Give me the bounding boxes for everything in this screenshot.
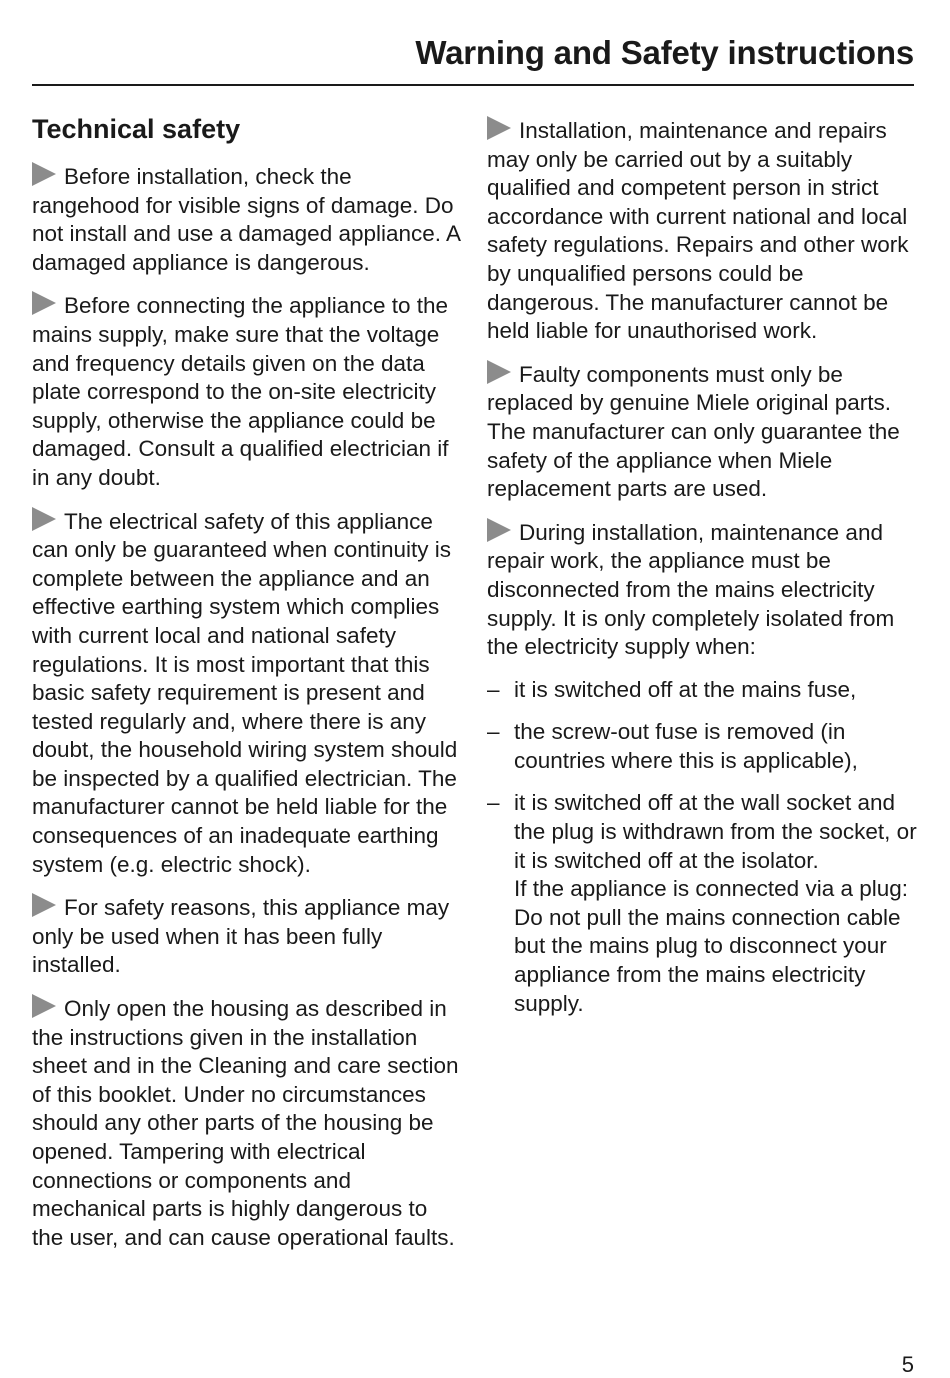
triangle-right-icon xyxy=(32,994,56,1018)
section-title: Technical safety xyxy=(32,114,241,144)
dash-bullet: – xyxy=(487,676,500,702)
triangle-right-icon xyxy=(32,507,56,531)
list-item xyxy=(487,718,919,775)
paragraph-text: Installation, maintenance and repairs may only be carried out by a suitably qualified and competent person in strict accordance with current national and local safety regulations. Repairs and other work by unqualified persons could be dangerous. The manufacturer cannot be held liable for unauthorised work. xyxy=(487,118,909,344)
paragraph-voltage xyxy=(32,291,462,492)
paragraph-text: Before installation, check the rangehood for visible signs of damage. Do not install and use a damaged appliance. A damaged appliance is dangerous. xyxy=(32,164,460,275)
left-column xyxy=(32,110,462,1266)
triangle-right-icon xyxy=(32,162,56,186)
paragraph-housing xyxy=(32,994,462,1252)
paragraph-text: During installation, maintenance and repair work, the appliance must be disconnected from the mains electricity supply. It is only completely isolated from the electricity supply when: xyxy=(487,519,895,660)
list-item xyxy=(487,789,919,1018)
paragraph-text: For safety reasons, this appliance may only be used when it has been fully installed. xyxy=(32,895,450,978)
triangle-right-icon xyxy=(487,116,511,140)
paragraph-genuine-parts xyxy=(487,360,919,504)
triangle-right-icon xyxy=(487,360,511,384)
triangle-right-icon xyxy=(487,518,511,542)
list-item-text: it is switched off at the mains fuse, xyxy=(514,676,857,702)
plug-note: If the appliance is connected via a plug: Do not pull the mains connection cable but the mains plug to disconnect your appliance from the mains electricity supply. xyxy=(514,876,909,1016)
paragraph-electrical-safety xyxy=(32,507,462,880)
page-number: 5 xyxy=(901,1352,914,1377)
triangle-right-icon xyxy=(32,291,56,315)
list-item xyxy=(487,676,919,705)
paragraph-text: Only open the housing as described in the instructions given in the installation sheet and in the Cleaning and care section of this booklet. Under no circumstances should any other parts of the housing be opened. Tampering with electrical connections or components and mechanical parts is highly dangerous to the user, and can cause operational faults. xyxy=(32,996,459,1250)
dash-bullet: – xyxy=(487,790,500,816)
paragraph-text: Before connecting the appliance to the mains supply, make sure that the voltage and frequency details given on the data plate correspond to the on-site electricity supply, otherwise the appliance could be damaged. Consult a qualified electrician if in any doubt. xyxy=(32,293,449,490)
triangle-right-icon xyxy=(32,893,56,917)
paragraph-text: The electrical safety of this appliance can only be guaranteed when continuity is complete between the appliance and an effective earthing system which complies with current local and national safety regulations. It is most important that this basic safety requirement is present and tested regularly and, where there is any doubt, the household wiring system should be inspected by a qualified electrician. The manufacturer cannot be held liable for the consequences of an inadequate earthing system (e.g. electric shock). xyxy=(32,508,458,877)
paragraph-damage-check xyxy=(32,162,462,277)
paragraph-disconnect xyxy=(487,518,919,662)
page-title: Warning and Safety instructions xyxy=(415,34,914,71)
right-column xyxy=(487,110,919,1032)
list-item-text: it is switched off at the wall socket and the plug is withdrawn from the socket, or it is switched off at the isolator. xyxy=(514,790,917,873)
list-item-text: the screw-out fuse is removed (in countries where this is applicable), xyxy=(514,719,858,773)
dash-bullet: – xyxy=(487,719,500,745)
header-divider xyxy=(32,84,914,86)
paragraph-fully-installed xyxy=(32,893,462,980)
paragraph-text: Faulty components must only be replaced by genuine Miele original parts. The manufacturer can only guarantee the safety of the appliance when Miele replacement parts are used. xyxy=(487,361,900,502)
paragraph-qualified-person xyxy=(487,116,919,346)
